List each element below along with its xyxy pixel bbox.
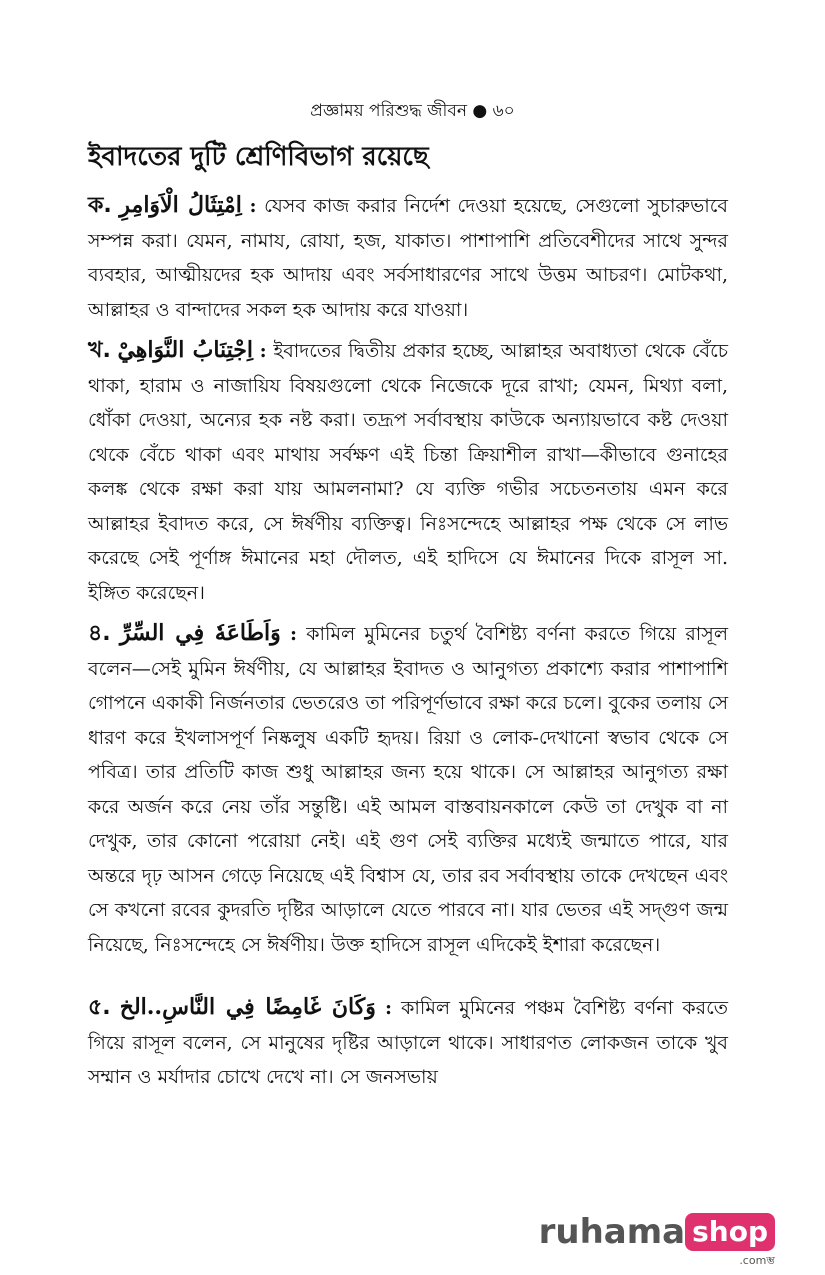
logo-domain-suffix: .comম্ভ [739, 1254, 775, 1267]
arabic-phrase: اِمْتِثَالُ الْاَوَامِرِ [119, 192, 242, 218]
paragraph-marker: ৪. [88, 621, 111, 646]
paragraph-marker: ক. [88, 193, 112, 218]
logo-shop-badge: shop [685, 1213, 775, 1251]
section-title: ইবাদতের দুটি শ্রেণিবিভাগ রয়েছে [88, 142, 429, 172]
arabic-phrase: اِجْتِنَابُ النَّوَاهِيْ [117, 337, 254, 363]
ruhamashop-logo [538, 1212, 775, 1267]
paragraph-text: যেসব কাজ করার নির্দেশ দেওয়া হয়েছে, সেগুলো সুচারুভাবে সম্পন্ন করা। যেমন, নামায, রোযা, হজ, যাকাত। পাশাপাশি প্রতিবেশীদের সাথে সুন্দর ব্যবহার, আত্মীয়দের হক আদায় এবং সর্বসাধারণের সাথে উত্তম আচরণ। মোটকথা, আল্লাহর ও বান্দাদের সকল হক আদায় করে যাওয়া। [88, 195, 729, 321]
paragraph-text: কামিল মুমিনের চতুর্থ বৈশিষ্ট্য বর্ণনা করতে গিয়ে রাসূল বলেন—সেই মুমিন ঈর্ষণীয়, যে আল্লাহর ইবাদত ও আনুগত্য প্রকাশ্যে করার পাশাপাশি গোপনে একাকী নির্জনতার ভেতরেও তা পরিপূর্ণভাবে রক্ষা করে চলে। বুকের তলায় সে ধারণ করে ইখলাসপূর্ণ নিষ্কলুষ একটি হৃদয়। রিয়া ও লোক-দেখানো স্বভাব থেকে সে পবিত্র। তার প্রতিটি কাজ শুধু আল্লাহর জন্য হয়ে থাকে। সে আল্লাহর আনুগত্য রক্ষা করে অর্জন করে নেয় তাঁর সন্তুষ্টি। এই আমল বাস্তবায়নকালে কেউ তা দেখুক বা না দেখুক, তার কোনো পরোয়া নেই। এই গুণ সেই ব্যক্তির মধ্যেই জন্মাতে পারে, যার অন্তরে দৃঢ় আসন গেড়ে নিয়েছে এই বিশ্বাস যে, তার রব সর্বাবস্থায় তাকে দেখছেন এবং সে কখনো রবের কুদরতি দৃষ্টির আড়ালে যেতে পারবে না। যার ভেতর এই সদ্‌গুণ জন্ম নিয়েছে, নিঃসন্দেহে সে ঈর্ষণীয়। উক্ত হাদিসে রাসূল এদিকেই ইশারা করেছেন। [88, 623, 729, 956]
logo-ruhama-text: ruhama [538, 1212, 686, 1252]
paragraph-four [88, 616, 728, 962]
paragraph-five [88, 990, 728, 1095]
paragraph-kha [88, 333, 728, 610]
running-header: প্রজ্ঞাময় পরিশুদ্ধ জীবন ● ৬০ [310, 101, 515, 121]
paragraph-marker: ৫. [88, 995, 111, 1020]
paragraph-marker: খ. [88, 338, 111, 363]
colon-separator: : [384, 997, 392, 1019]
colon-separator: : [289, 623, 297, 645]
paragraph-text: কামিল মুমিনের পঞ্চম বৈশিষ্ট্য বর্ণনা করতে গিয়ে রাসূল বলেন, সে মানুষের দৃষ্টির আড়ালে থাকে। সাধারণত লোকজন তাকে খুব সম্মান ও মর্যাদার চোখে দেখে না। সে জনসভায় [88, 997, 728, 1088]
arabic-phrase: وَكَانَ غَامِضًا فِي النَّاسِ..الخ [119, 994, 376, 1020]
page-body [88, 140, 728, 1101]
colon-separator: : [259, 340, 267, 362]
paragraph-text: ইবাদতের দ্বিতীয় প্রকার হচ্ছে, আল্লাহর অবাধ্যতা থেকে বেঁচে থাকা, হারাম ও নাজায়িয বিষয়গুলো থেকে নিজেকে দূরে রাখা; যেমন, মিথ্যা বলা, ধোঁকা দেওয়া, অন্যের হক নষ্ট করা। তদ্রূপ সর্বাবস্থায় কাউকে অন্যায়ভাবে কষ্ট দেওয়া থেকে বেঁচে থাকা এবং মাথায় সর্বক্ষণ এই চিন্তা ক্রিয়াশীল রাখা—কীভাবে গুনাহের কলঙ্ক থেকে রক্ষা করা যায় আমলনামা? যে ব্যক্তি গভীর সচেতনতায় এমন করে আল্লাহর ইবাদত করে, সে ঈর্ষণীয় ব্যক্তিত্ব। নিঃসন্দেহে আল্লাহর পক্ষ থেকে সে লাভ করেছে সেই পূর্ণাঙ্গ ঈমানের মহা দৌলত, এই হাদিসে যে ঈমানের দিকে রাসূল সা. ইঙ্গিত করেছেন। [88, 340, 729, 604]
arabic-phrase: وَاَطَاعَهٗ فِي السِّرِّ [119, 620, 281, 646]
paragraph-ka [88, 188, 728, 327]
colon-separator: : [249, 195, 257, 217]
